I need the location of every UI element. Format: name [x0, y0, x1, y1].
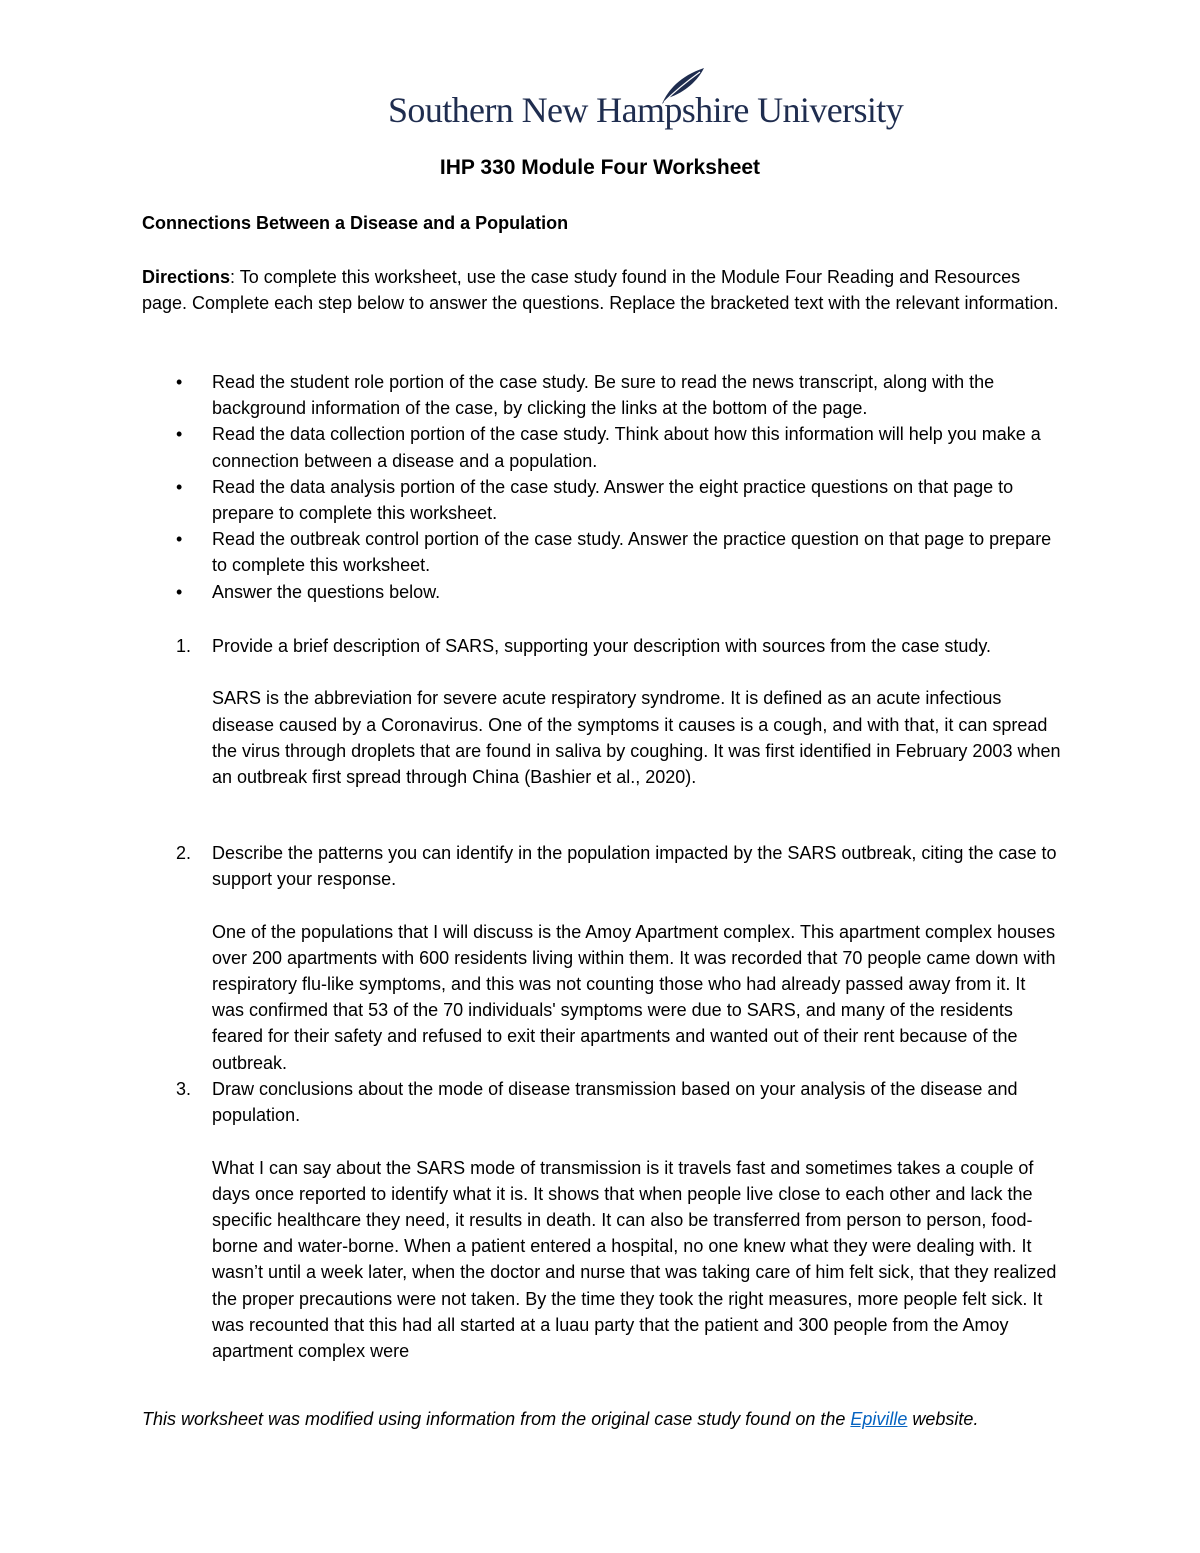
- university-logo: [388, 66, 904, 138]
- epiville-link[interactable]: Epiville: [850, 1409, 908, 1429]
- bullet-icon: •: [176, 372, 183, 392]
- question-number: 1.: [176, 636, 192, 656]
- answer-text: One of the populations that I will discuss is the Amoy Apartment complex. This apartment complex houses over 200 apartments with 600 residents living within them. It was recorded that 70 people came down with respiratory flu-like symptoms, and this was not counting those who had already passed away from it. It was confirmed that 53 of the 70 individuals' symptoms were due to SARS, and many of the residents feared for their safety and refused to exit their apartments and wanted out of their rent because of the outbreak.: [212, 921, 1056, 1073]
- question-text: Describe the patterns you can identify in the population impacted by the SARS outbreak, citing the case to support your response.: [212, 843, 1057, 890]
- bullet-icon: •: [176, 424, 183, 445]
- list-item: [142, 369, 1062, 421]
- directions-label: Directions: [142, 267, 231, 287]
- question-item: [142, 633, 1062, 816]
- footer-text: This worksheet was modified using information from the original case study found on the: [142, 1409, 851, 1429]
- instruction-list: [142, 369, 1062, 605]
- bullet-icon: •: [176, 476, 183, 497]
- question-text: Provide a brief description of SARS, supporting your description with sources from the case study.: [212, 636, 992, 656]
- bullet-text: Read the student role portion of the case study. Be sure to read the news transcript, along with the background information of the case, by clicking the links at the bottom of the page.: [212, 372, 995, 419]
- leaf-icon: [658, 66, 706, 106]
- question-text: Draw conclusions about the mode of disease transmission based on your analysis of the disease and population.: [212, 1079, 1018, 1126]
- answer-text: What I can say about the SARS mode of transmission is it travels fast and sometimes takes a couple of days once reported to identify what it is. It shows that when people live close to each other and lack the specific healthcare they need, it results in death. It can also be transferred from person to person, food-borne and water-borne. When a patient entered a hospital, no one knew what they were dealing with. It wasn’t until a week later, when the doctor and nurse that was taking care of him felt sick, that they realized the proper precautions were not taken. By the time they took the right measures, more people felt sick. It was recounted that this had all started at a luau party that the patient and 300 people from the Amoy apartment complex were: [212, 1157, 1057, 1362]
- list-item: [142, 526, 1062, 578]
- logo-text: Southern New Hampshire University: [388, 90, 904, 130]
- footer-text-end: website.: [907, 1409, 979, 1429]
- bullet-text: Read the data analysis portion of the case study. Answer the eight practice questions on that page to prepare to complete this worksheet.: [212, 476, 1014, 524]
- directions-paragraph: [142, 264, 1062, 316]
- directions-text: : To complete this worksheet, use the case study found in the Module Four Reading and Resources page. Complete each step below to answer the questions. Replace the bracketed text with the relevant information.: [142, 267, 1059, 314]
- question-list: [142, 633, 1062, 1364]
- bullet-text: Answer the questions below.: [212, 581, 441, 602]
- bullet-text: Read the outbreak control portion of the case study. Answer the practice question on that page to prepare to complete this worksheet.: [212, 529, 1052, 576]
- section-subtitle: Connections Between a Disease and a Population: [142, 213, 569, 233]
- question-number: 3.: [176, 1079, 192, 1099]
- bullet-icon: •: [176, 581, 183, 602]
- question-number: 2.: [176, 843, 192, 863]
- question-item: [142, 840, 1062, 1073]
- answer-text: SARS is the abbreviation for severe acute respiratory syndrome. It is defined as an acute infectious disease caused by a Coronavirus. One of the symptoms it causes is a cough, and with that, it can spread the virus through droplets that are found in saliva by coughing. It was first identified in February 2003 when an outbreak first spread through China (Bashier et al., 2020).: [212, 688, 1061, 787]
- worksheet-title: IHP 330 Module Four Worksheet: [439, 156, 761, 179]
- list-item: [142, 421, 1062, 473]
- bullet-text: Read the data collection portion of the case study. Think about how this information will help you make a connection between a disease and a population.: [212, 424, 1041, 471]
- list-item: [142, 579, 1062, 605]
- bullet-icon: •: [176, 529, 183, 550]
- footer-note: [142, 1404, 1062, 1434]
- question-item: [142, 1076, 1062, 1364]
- list-item: [142, 474, 1062, 526]
